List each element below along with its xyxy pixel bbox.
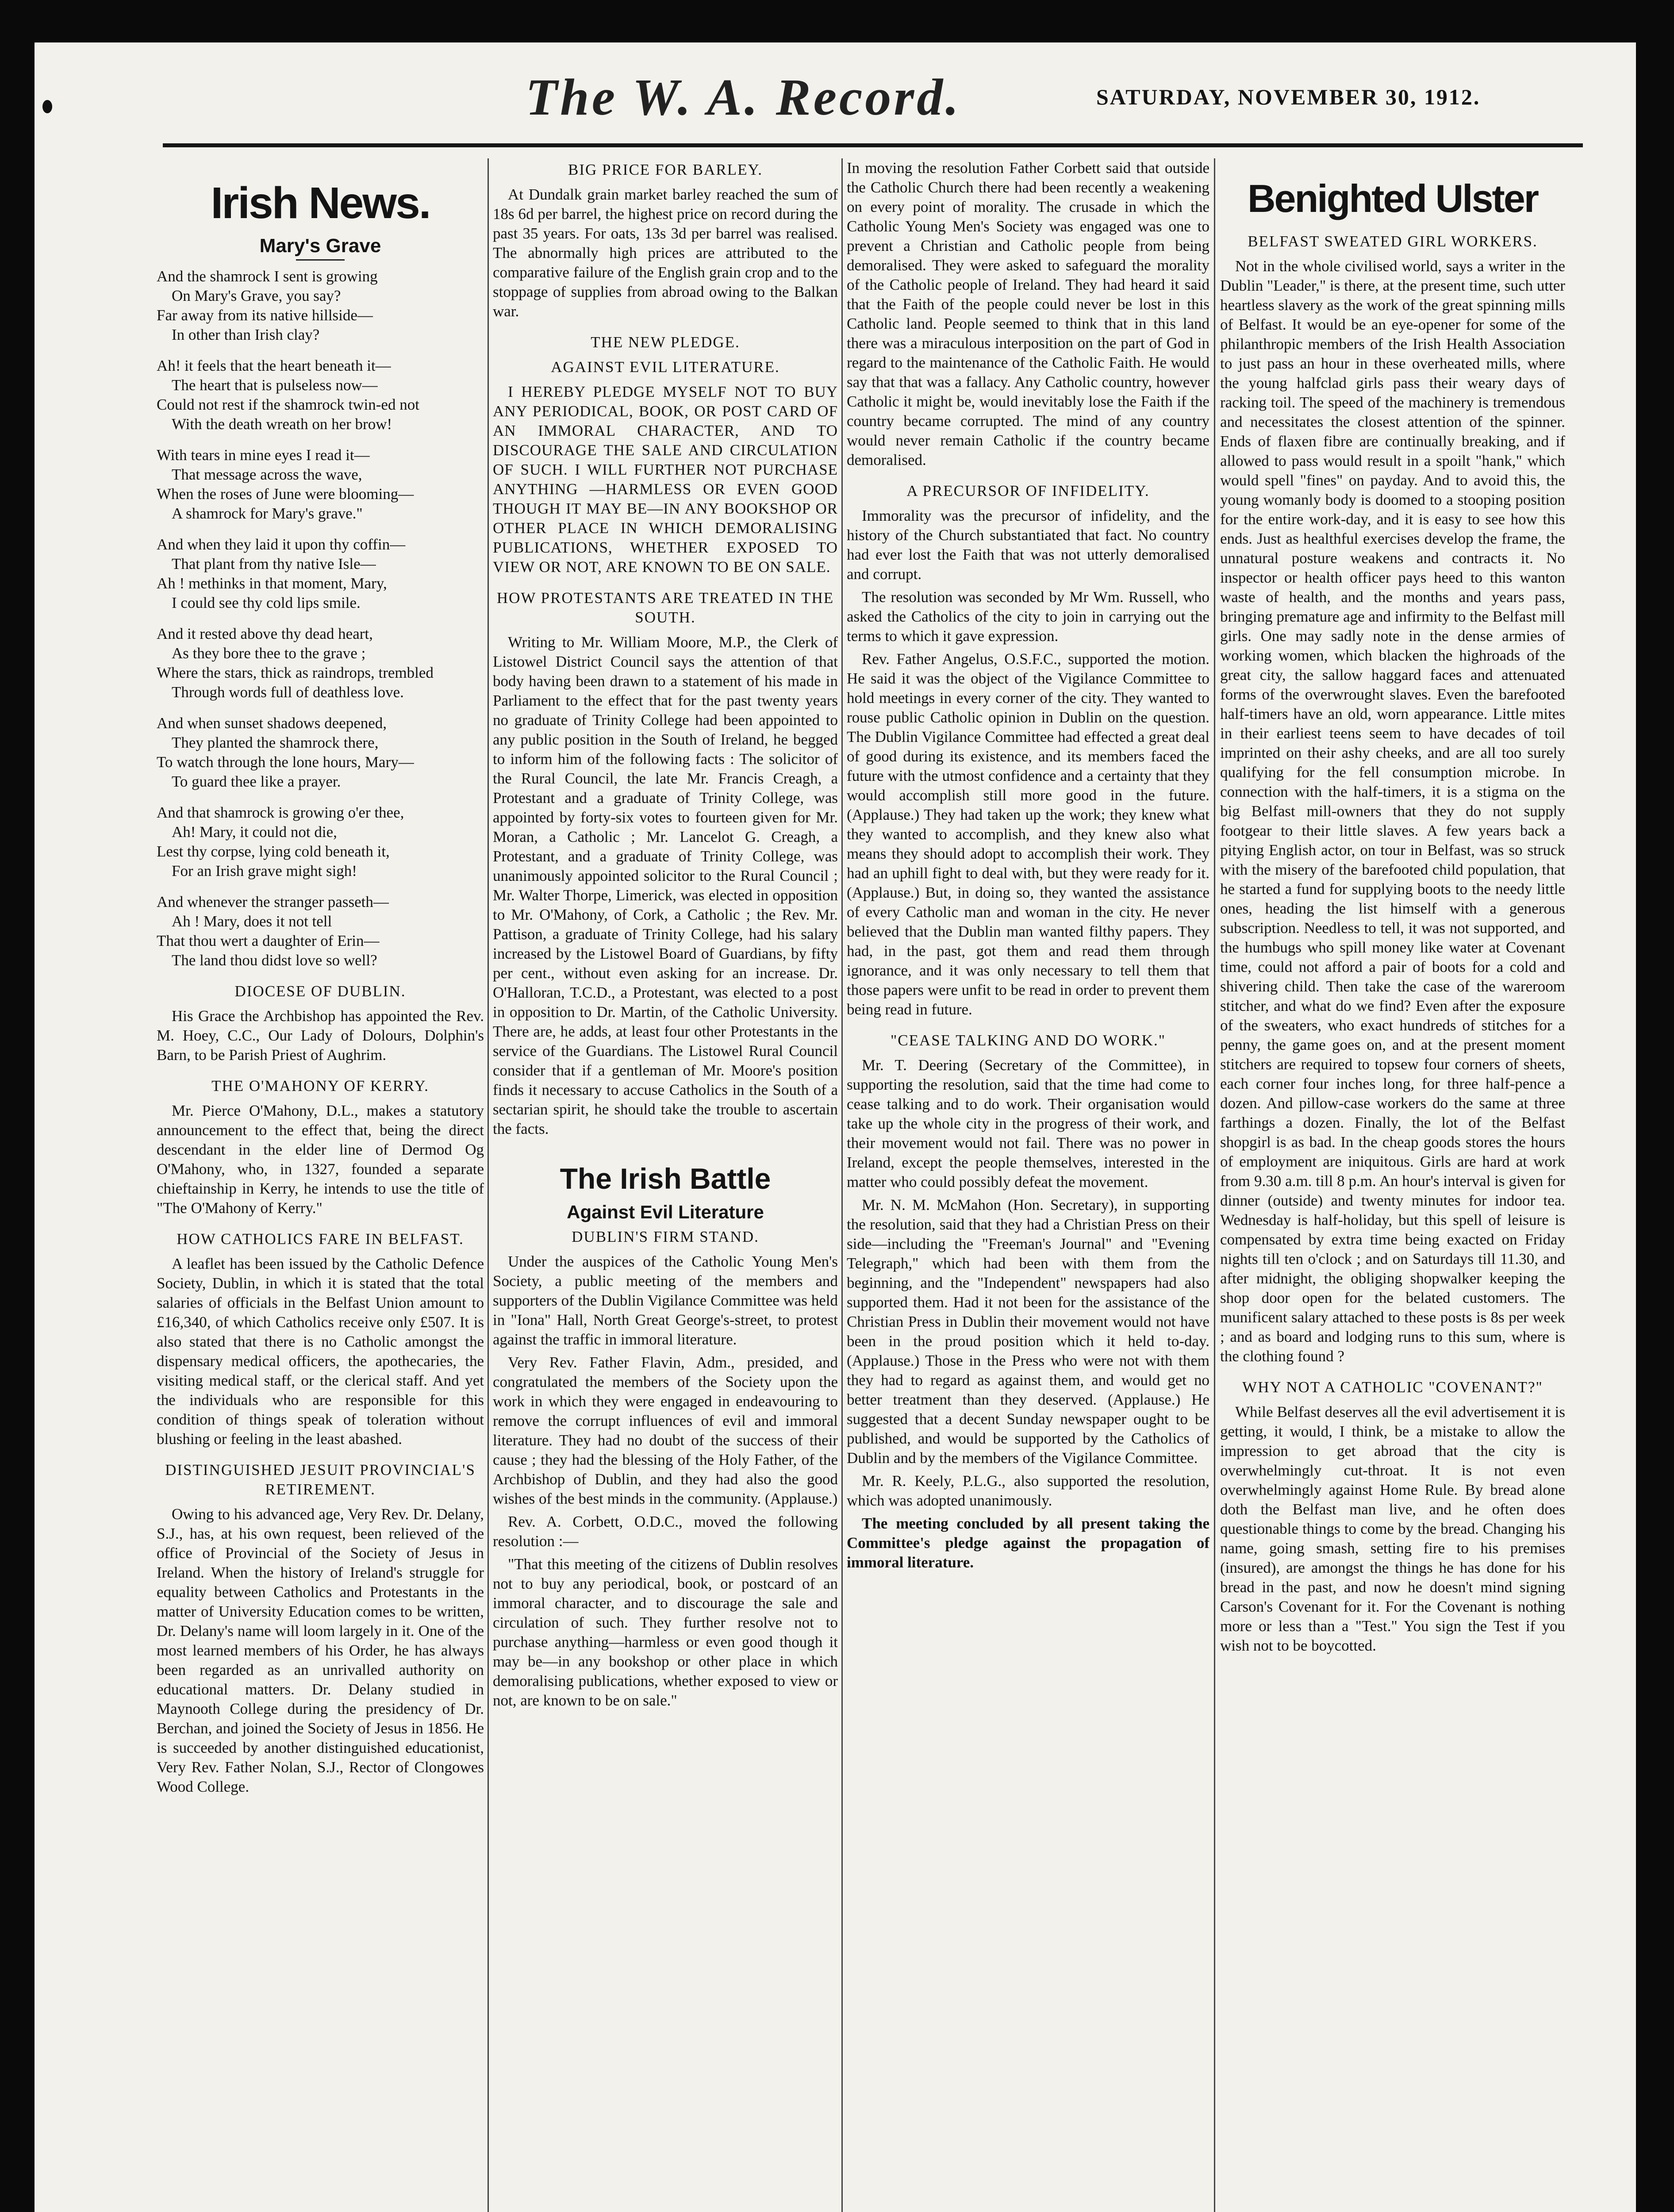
poem-line: And it rested above thy dead heart, — [157, 625, 373, 642]
article-text: Under the auspices of the Catholic Young Men's Society, a public meeting of the members and supporters of the Dublin Vigilance Committee was held in "Iona" Hall, North Great George's-street, to protest against the traffic in immoral literature. — [493, 1253, 838, 1348]
article-text: Immorality was the precursor of infidelity, and the history of the Church substantiated that fact. No country had ever lost the Faith that was not utterly demoralised and corrupt. — [847, 507, 1209, 583]
section-title: THE NEW PLEDGE. — [591, 334, 740, 351]
column-4 — [1220, 158, 1565, 2212]
poem-line: And that shamrock is growing o'er thee, — [157, 804, 404, 821]
stanza-gap — [157, 702, 484, 714]
poem-line: Far away from its native hillside— — [157, 307, 373, 324]
stanza-gap — [157, 345, 484, 356]
headline-benighted-ulster: Benighted Ulster — [1247, 177, 1538, 220]
article-text: Mr. Pierce O'Mahony, D.L., makes a statutory announcement to the effect that, being the direct descendant in the elder line of Dermod Og O'Mahony, who, in 1327, founded a separate chieftainship in Kerry, he intends to use the title of "The O'Mahony of Kerry." — [157, 1102, 484, 1217]
poem — [157, 267, 484, 970]
column-divider — [488, 158, 489, 2212]
poem-line: Ah ! methinks in that moment, Mary, — [157, 575, 387, 592]
column-1 — [157, 158, 484, 2212]
section-subtitle: DUBLIN'S FIRM STAND. — [572, 1228, 759, 1245]
article-text: Rev. Father Angelus, O.S.F.C., supported the motion. He said it was the object of the Vigilance Committee to hold meetings in every corner of the city. They wanted to rouse public Catholic opinion in Dublin on the question. The Dublin Vigilance Committee had effected a great deal of good during its existence, and its members faced the future with the utmost confidence and a certainty that they would accomplish still more good in the future. (Applause.) They had taken up the work; they knew what they wanted to accomplish, and they knew also what means they should adopt to accomplish their work. They had an uphill fight to deal with, but they were ready for it. (Applause.) But, in doing so, they wanted the assistance of every Catholic man and woman in the city. He never believed that the Dublin man wanted filthy papers. They had, in the past, got them and read them through ignorance, and it was only necessary to tell them that those papers were unfit to be read in order to prevent them being read in future. — [847, 650, 1209, 1018]
headline-irish-news: Irish News. — [211, 178, 430, 228]
headline-subtitle: Against Evil Literature — [567, 1202, 764, 1222]
section-title: BIG PRICE FOR BARLEY. — [568, 161, 763, 178]
column-3 — [847, 158, 1209, 2212]
article-text: Writing to Mr. William Moore, M.P., the Clerk of Listowel District Council says the attention of that body having been drawn to a statement of his made in Parliament to the effect that for the past twenty years no graduate of Trinity College had been appointed to any public position in the South of Ireland, he begged to inform him of the following facts : The solicitor of the Rural Council, the late Mr. Francis Creagh, a Protestant and a graduate of Trinity College, was appointed by forty-six votes to fourteen given for Mr. Moran, a Catholic ; Mr. Lancelot G. Creagh, a Protestant, and a graduate of Trinity College, was unanimously appointed solicitor to the Rural Council ; Mr. Walter Thorpe, Limerick, was elected in opposition to Mr. O'Mahony, of Cork, a Catholic ; the Rev. Mr. Pattison, a graduate of Trinity College, had his salary increased by the Listowel Board of Guardians, by fifty per cent., without even asking for an increase. Dr. O'Halloran, T.C.D., a Protestant, was elected to a post in opposition to Dr. Martin, of the Catholic University. There are, he adds, at least four other Protestants in the service of the Guardians. The Listowel Rural Council consider that if a gentleman of Mr. Moore's position finds it necessary to accuse Catholics in the South of a sectarian spirit, he should take the trouble to ascertain the facts. — [493, 634, 838, 1137]
section-title: WHY NOT A CATHOLIC "COVENANT?" — [1242, 1379, 1543, 1396]
article-text: Mr. R. Keely, P.L.G., also supported the resolution, which was adopted unanimously. — [847, 1472, 1209, 1509]
poem-line: And when sunset shadows deepened, — [157, 714, 387, 732]
poem-line: Ah! it feels that the heart beneath it— — [157, 357, 391, 374]
poem-line: That thou wert a daughter of Erin— — [157, 932, 380, 949]
column-divider — [841, 158, 843, 2212]
article-text: The meeting concluded by all present taking the Committee's pledge against the propagation of immoral literature. — [847, 1515, 1209, 1571]
stanza-gap — [157, 434, 484, 445]
section-title: A PRECURSOR OF INFIDELITY. — [906, 482, 1150, 499]
stanza-gap — [157, 523, 484, 535]
article-text: His Grace the Archbishop has appointed the Rev. M. Hoey, C.C., Our Lady of Dolours, Dolphin's Barn, to be Parish Priest of Aughrim. — [157, 1007, 484, 1064]
masthead-title: The W. A. Record. — [526, 68, 961, 126]
article-text: Mr. N. M. McMahon (Hon. Secretary), in supporting the resolution, said that they had a Christian Press on their side—including the "Freeman's Journal" and "Evening Telegraph," which had been with them from the beginning, and the "Independent" newspapers had also supported them. Had it not been for the assistance of the Christian Press in Dublin their movement would not have been in the proud position which it held to-day. (Applause.) Those in the Press who were not with them they had to regard as against them, and would get no better treatment than they deserved. (Applause.) He suggested that a decent Sunday newspaper ought to be published, and would be supported by the Catholics of Dublin and by the members of the Vigilance Committee. — [847, 1196, 1209, 1467]
article-text: In moving the resolution Father Corbett said that outside the Catholic Church there had been recently a weakening on every point of morality. The crusade in which the Catholic Young Men's Society was engaged was one to prevent a Christian and Catholic people from being demoralised. They were asked to safeguard the morality of the Catholic people of Ireland. They had heard it said that the Faith of the people could never be lost in this Catholic land. People seemed to think that in this land there was a miraculous interposition on the part of God in regard to the maintenance of the Catholic Faith. He would say that that was a fallacy. Any Catholic country, however Catholic it might be, would inevitably lose the Faith if the country became corrupted. The mind of any country would never remain Catholic if the country became demoralised. — [847, 159, 1209, 469]
poem-line: They planted the shamrock there, — [172, 734, 379, 751]
article-text: Owing to his advanced age, Very Rev. Dr. Delany, S.J., has, at his own request, been relieved of the office of Provincial of the Society of Jesus in Ireland. When the history of Ireland's struggle for equality between Catholics and Protestants in the matter of University Education comes to be written, Dr. Delany's name will loom largely in it. One of the most learned members of his Order, he has always been regarded as an unrivalled authority on educational matters. Dr. Delany studied in Maynooth College during the presidency of Dr. Berchan, and joined the Society of Jesus in 1856. He is succeeded by another distinguished educationist, Very Rev. Father Nolan, S.J., Rector of Clongowes Wood College. — [157, 1505, 484, 1795]
poem-line: Where the stars, thick as raindrops, trembled — [157, 664, 434, 681]
poem-line: With tears in mine eyes I read it— — [157, 446, 370, 464]
poem-line: With the death wreath on her brow! — [172, 415, 392, 433]
section-title: HOW PROTESTANTS ARE TREATED IN THE SOUTH. — [496, 589, 834, 626]
poem-line: As they bore thee to the grave ; — [172, 645, 366, 662]
poem-line: The heart that is pulseless now— — [172, 376, 378, 394]
poem-line: On Mary's Grave, you say? — [172, 287, 341, 304]
poem-line: For an Irish grave might sigh! — [172, 862, 357, 879]
poem-line: A shamrock for Mary's grave." — [172, 505, 363, 522]
stanza-gap — [157, 881, 484, 892]
ink-dot — [42, 100, 52, 113]
article-text: Not in the whole civilised world, says a writer in the Dublin "Leader," is there, at the present time, such utter heartless slavery as the work of the great spinning mills of Belfast. It would be an eye-opener for some of the philanthropic members of the Irish Health Association to just pass an hour in these overheated mills, where the young halfclad girls pass their weary days of racking toil. The speed of the machinery is tremendous and necessitates the closest attention of the spinner. Ends of flaxen fibre are continually breaking, and if allowed to pass would result in a spoilt "hank," which would spell "fines" on payday. And to avoid this, the young womanly body is doomed to a stooping position for the entire work-day, and it is easy to see how this ends. Just as healthful exercises develop the frame, the unnatural posture weakens and contracts it. No inspector or health officer pays heed to this wanton waste of health, and the months and years pass, bringing premature age and infirmity to the Belfast mill girls. One may sadly note in the dense armies of working women, which blacken the highroads of the great city, the sallow haggard faces and attenuated forms of the overwrought slaves. Even the barefooted half-timers have an old, worn appearance. Little mites in their earliest teens seem to have decades of toil imprinted on their ashy cheeks, and are all too surely qualifying for the fell consumption microbe. In connection with the half-timers, it is a stigma on the big Belfast mill-owners that they do not supply footgear to their little slaves. A few years back a pitying English actor, on tour in Belfast, was so struck with the misery of the barefooted child population, that he started a fund for supplying boots to the needy little ones, heading the list himself with a generous subscription. Needless to tell, it was not supported, and the humbugs who spill money like water at Covenant time, could not afford a pair of boots for a cold and shivering child. Then take the case of the wareroom stitcher, and what do we find? Even after the exposure of the sweaters, who exact hundreds of stitches for a penny, the game goes on, and at the present moment stitchers are required to topsew four corners of sheets, each corner four inches long, for three half-pence a dozen. And pillow-case workers do the same at three farthings a dozen. Finally, the lot of the Belfast shopgirl is as bad. In the cheap goods stores the hours of employment are iniquitous. Girls are hard at work from 9.30 a.m. till 8 p.m. An hour's interval is given for dinner (outside) and twenty minutes for indoor tea. Wednesday is half-holiday, but this spell of leisure is compensated by extra time being exacted on Friday nights till ten o'clock ; and on Saturdays till 11.30, and after midnight, the obliging shopwalker keeping the shop door open for the belated customers. The munificent salary attached to these posts is 8s per week ; and as board and lodging runs to this sum, where is the clothing found ? — [1220, 257, 1565, 1365]
article-text: The resolution was seconded by Mr Wm. Russell, who asked the Catholics of the city to join in carrying out the terms to which it gave expression. — [847, 588, 1209, 645]
headline-irish-battle: The Irish Battle — [560, 1162, 771, 1195]
article-text: Very Rev. Father Flavin, Adm., presided, and congratulated the members of the Society upon the work in which they were engaged in endeavouring to remove the corrupt influences of evil and immoral literature. They had no doubt of the success of their cause ; they had the blessing of the Holy Father, of the Archbishop of Dublin, and they had also the good wishes of the best minds in the community. (Applause.) — [493, 1354, 838, 1507]
stanza-gap — [157, 791, 484, 803]
section-title: DISTINGUISHED JESUIT PROVINCIAL'S RETIREMENT. — [165, 1461, 476, 1498]
resolution-text: "That this meeting of the citizens of Dublin resolves not to buy any periodical, book, or postcard of an immoral character, and to discourage the sale and circulation of such. They further resolve not to purchase anything—harmless or even good though it may be—in any bookshop or other place in which demoralising publications, whether exposed to view or not, are known to be on sale." — [493, 1555, 838, 1709]
poem-line: Ah! Mary, it could not die, — [172, 823, 337, 841]
poem-line: And the shamrock I sent is growing — [157, 268, 378, 285]
article-text: Rev. A. Corbett, O.D.C., moved the following resolution :— — [493, 1513, 838, 1550]
poem-line: To watch through the lone hours, Mary— — [157, 753, 414, 771]
divider — [296, 259, 345, 261]
article-text: Mr. T. Deering (Secretary of the Committee), in supporting the resolution, said that the time had come to cease talking and to do work. Their organisation would take up the whole city in the progress of their work, and their movement would not fail. There was no power in Ireland, except the people themselves, interested in the matter who could possibly defeat the movement. — [847, 1056, 1209, 1190]
section-title: "CEASE TALKING AND DO WORK." — [891, 1032, 1166, 1049]
section-subtitle: BELFAST SWEATED GIRL WORKERS. — [1248, 233, 1538, 250]
section-title: DIOCESE OF DUBLIN. — [234, 983, 406, 1000]
section-title: HOW CATHOLICS FARE IN BELFAST. — [177, 1230, 464, 1248]
section-subtitle: AGAINST EVIL LITERATURE. — [551, 358, 780, 376]
poem-line: Could not rest if the shamrock twin-ed not — [157, 396, 419, 413]
issue-date: SATURDAY, NOVEMBER 30, 1912. — [1096, 84, 1481, 109]
poem-line: That plant from thy native Isle— — [172, 555, 376, 572]
column-2 — [493, 158, 838, 2212]
poem-line: Ah ! Mary, does it not tell — [172, 913, 332, 930]
poem-title: Mary's Grave — [259, 235, 381, 257]
poem-line: I could see thy cold lips smile. — [172, 594, 361, 611]
top-rule — [163, 143, 1583, 147]
poem-line: And when they laid it upon thy coffin— — [157, 536, 406, 553]
masthead — [35, 67, 1636, 126]
stanza-gap — [157, 613, 484, 624]
article-text: At Dundalk grain market barley reached the sum of 18s 6d per barrel, the highest price on record during the past 35 years. For oats, 13s 3d per barrel was realised. The abnormally high prices are attributed to the comparative failure of the English grain crop and to the stoppage of supplies from abroad owing to the Balkan war. — [493, 186, 838, 320]
article-text: A leaflet has been issued by the Catholic Defence Society, Dublin, in which it is stated that the total salaries of officials in the Belfast Union amount to £16,340, of which Catholics receive only £507. It is also stated that there is no Catholic amongst the dispensary medical officers, the apothecaries, the visiting medical staff, or the clerical staff. And yet the individuals who are responsible for this condition of things speak of toleration without blushing or feeling in the least abashed. — [157, 1255, 484, 1448]
article-text: While Belfast deserves all the evil advertisement it is getting, it would, I think, be a mistake to allow the impression to get abroad that the city is overwhelmingly cut-throat. It is not even overwhelmingly against Home Rule. By bread alone doth the Belfast man live, and he often does questionable things to come by the bread. Changing his name, going smash, setting fire to his premises (insured), are amongst the things he has done for his bread in the past, and now he doesn't mind signing Carson's Covenant for it. For the Covenant is nothing more or less than a "Test." You sign the Test if you wish not to be boycotted. — [1220, 1403, 1565, 1654]
poem-line: The land thou didst love so well? — [172, 952, 377, 969]
newspaper-page — [35, 42, 1636, 2212]
poem-line: When the roses of June were blooming— — [157, 485, 414, 503]
section-title: THE O'MAHONY OF KERRY. — [211, 1077, 429, 1094]
poem-line: Through words full of deathless love. — [172, 684, 404, 701]
poem-line: Lest thy corpse, lying cold beneath it, — [157, 843, 390, 860]
poem-line: To guard thee like a prayer. — [172, 773, 341, 790]
poem-line: That message across the wave, — [172, 466, 362, 483]
pledge-text: I HEREBY PLEDGE MYSELF NOT TO BUY ANY PERIODICAL, BOOK, OR POST CARD OF AN IMMORAL CHARACTER, AND TO DISCOURAGE THE SALE AND CIRCULATION OF SUCH. I WILL FURTHER NOT PURCHASE ANYTHING —HARMLESS OR EVEN GOOD THOUGH IT MAY BE—IN ANY BOOKSHOP OR OTHER PLACE IN WHICH DEMORALISING PUBLICATIONS, WHETHER EXPOSED TO VIEW OR NOT, ARE KNOWN TO BE ON SALE. — [493, 383, 838, 576]
poem-line: And whenever the stranger passeth— — [157, 893, 389, 910]
column-divider — [1214, 158, 1215, 2212]
poem-line: In other than Irish clay? — [172, 326, 320, 343]
